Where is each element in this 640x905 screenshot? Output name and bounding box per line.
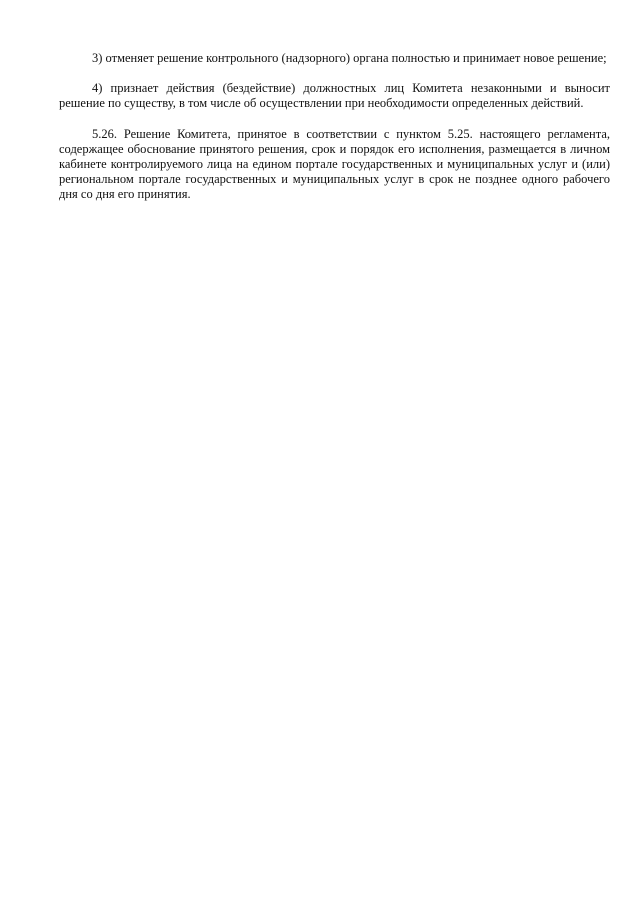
paragraph-item-3: 3) отменяет решение контрольного (надзорного) органа полностью и принимает новое решение; <box>92 51 607 65</box>
paragraph-item-4: 4) признает действия (бездействие) должностных лиц Комитета незаконными и выносит решение по существу, в том числе об осуществлении при необходимости определенных действий. <box>59 81 610 111</box>
document-body <box>59 51 610 203</box>
paragraph-5-26: 5.26. Решение Комитета, принятое в соответствии с пунктом 5.25. настоящего регламента, содержащее обоснование принятого решения, срок и порядок его исполнения, размещается в личном кабинете контролируемого лица на едином портале государственных и муниципальных услуг и (или) региональном портале государственных и муниципальных услуг в срок не позднее одного рабочего дня со дня его принятия. <box>59 126 610 202</box>
